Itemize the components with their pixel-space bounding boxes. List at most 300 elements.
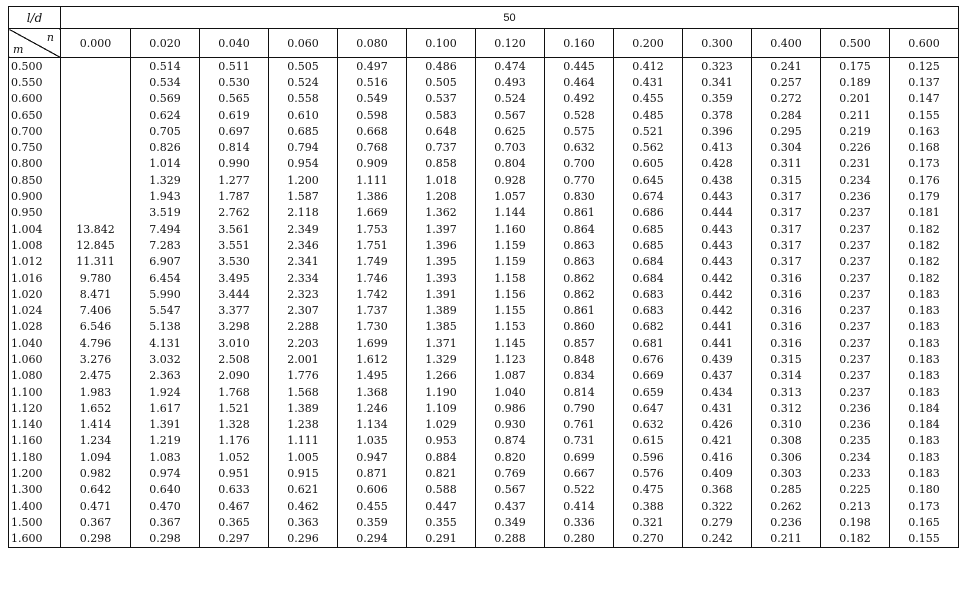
table-cell: 0.768	[338, 139, 407, 155]
table-cell: 0.443	[683, 188, 752, 204]
table-cell: 0.684	[614, 254, 683, 270]
table-cell: 0.915	[269, 465, 338, 481]
table-cell: 1.652	[61, 400, 131, 416]
ld-value-50: 50	[61, 7, 959, 29]
table-cell: 0.237	[821, 302, 890, 318]
table-row	[9, 286, 959, 302]
table-cell: 0.310	[752, 417, 821, 433]
row-m-value: 1.020	[9, 286, 61, 302]
table-cell: 0.297	[200, 531, 269, 548]
table-cell: 0.861	[545, 302, 614, 318]
table-cell: 1.924	[131, 384, 200, 400]
table-cell: 0.565	[200, 91, 269, 107]
table-cell: 0.304	[752, 139, 821, 155]
table-cell: 4.131	[131, 335, 200, 351]
table-cell: 0.974	[131, 465, 200, 481]
table-cell: 1.328	[200, 417, 269, 433]
table-cell: 1.029	[407, 417, 476, 433]
table-cell: 0.909	[338, 156, 407, 172]
table-cell: 12.845	[61, 237, 131, 253]
table-cell	[61, 188, 131, 204]
table-cell: 0.567	[476, 482, 545, 498]
table-cell: 0.322	[683, 498, 752, 514]
table-cell: 0.439	[683, 351, 752, 367]
table-cell: 0.954	[269, 156, 338, 172]
table-cell: 0.168	[890, 139, 959, 155]
table-cell: 0.176	[890, 172, 959, 188]
table-cell: 0.982	[61, 465, 131, 481]
table-cell: 1.395	[407, 254, 476, 270]
table-cell: 0.183	[890, 351, 959, 367]
table-cell: 3.495	[200, 270, 269, 286]
table-cell: 1.111	[269, 433, 338, 449]
row-m-value: 1.024	[9, 302, 61, 318]
table-row	[9, 91, 959, 107]
table-cell: 1.414	[61, 417, 131, 433]
table-cell: 0.225	[821, 482, 890, 498]
table-cell: 1.057	[476, 188, 545, 204]
table-cell: 0.236	[752, 514, 821, 530]
row-m-value: 1.160	[9, 433, 61, 449]
row-m-value: 1.004	[9, 221, 61, 237]
table-cell: 2.349	[269, 221, 338, 237]
table-cell: 0.181	[890, 205, 959, 221]
table-cell: 0.676	[614, 351, 683, 367]
table-cell: 0.315	[752, 172, 821, 188]
table-cell: 0.183	[890, 335, 959, 351]
table-cell: 0.820	[476, 449, 545, 465]
table-cell: 0.685	[614, 237, 683, 253]
table-cell: 1.014	[131, 156, 200, 172]
table-cell: 0.431	[683, 400, 752, 416]
table-cell: 0.165	[890, 514, 959, 530]
table-cell: 0.441	[683, 335, 752, 351]
table-cell: 2.363	[131, 368, 200, 384]
table-cell: 0.314	[752, 368, 821, 384]
coefficient-table-wrapper	[8, 6, 958, 548]
table-row	[9, 254, 959, 270]
table-cell: 1.266	[407, 368, 476, 384]
table-cell: 0.642	[61, 482, 131, 498]
row-m-value: 1.028	[9, 319, 61, 335]
table-cell: 0.681	[614, 335, 683, 351]
row-m-value: 1.140	[9, 417, 61, 433]
table-cell: 0.182	[890, 270, 959, 286]
table-cell: 0.183	[890, 384, 959, 400]
table-cell: 0.596	[614, 449, 683, 465]
table-cell: 0.821	[407, 465, 476, 481]
table-cell: 1.768	[200, 384, 269, 400]
table-cell: 0.262	[752, 498, 821, 514]
table-cell: 0.443	[683, 254, 752, 270]
table-cell: 1.094	[61, 449, 131, 465]
table-cell: 0.284	[752, 107, 821, 123]
table-cell: 0.505	[407, 74, 476, 90]
table-cell: 1.742	[338, 286, 407, 302]
row-m-value: 1.080	[9, 368, 61, 384]
table-cell: 0.288	[476, 531, 545, 548]
table-cell: 0.242	[683, 531, 752, 548]
table-cell: 0.685	[269, 123, 338, 139]
table-cell: 0.182	[890, 254, 959, 270]
table-cell: 1.052	[200, 449, 269, 465]
table-cell: 0.474	[476, 58, 545, 75]
table-row	[9, 270, 959, 286]
table-cell: 0.668	[338, 123, 407, 139]
table-cell: 0.409	[683, 465, 752, 481]
table-cell: 0.323	[683, 58, 752, 75]
table-cell: 1.109	[407, 400, 476, 416]
table-cell: 1.018	[407, 172, 476, 188]
table-cell: 0.492	[545, 91, 614, 107]
header-row-ld	[9, 7, 959, 29]
table-cell	[61, 91, 131, 107]
table-cell: 0.359	[683, 91, 752, 107]
table-cell: 1.153	[476, 319, 545, 335]
table-cell: 0.990	[200, 156, 269, 172]
table-cell: 0.237	[821, 319, 890, 335]
table-cell: 0.412	[614, 58, 683, 75]
table-cell: 0.648	[407, 123, 476, 139]
table-cell: 0.588	[407, 482, 476, 498]
row-m-value: 1.008	[9, 237, 61, 253]
table-cell: 0.428	[683, 156, 752, 172]
table-cell: 3.561	[200, 221, 269, 237]
table-cell: 0.173	[890, 498, 959, 514]
table-cell: 0.514	[131, 58, 200, 75]
table-body	[9, 58, 959, 548]
table-cell: 0.313	[752, 384, 821, 400]
table-cell: 2.323	[269, 286, 338, 302]
table-cell: 0.858	[407, 156, 476, 172]
row-m-value: 1.600	[9, 531, 61, 548]
table-cell: 0.667	[545, 465, 614, 481]
table-cell: 0.769	[476, 465, 545, 481]
table-row	[9, 302, 959, 318]
table-cell: 0.317	[752, 237, 821, 253]
table-cell: 0.359	[338, 514, 407, 530]
table-cell: 0.349	[476, 514, 545, 530]
table-cell: 13.842	[61, 221, 131, 237]
table-cell: 1.160	[476, 221, 545, 237]
row-m-value: 1.040	[9, 335, 61, 351]
table-cell: 0.583	[407, 107, 476, 123]
table-cell: 0.316	[752, 302, 821, 318]
table-cell: 0.953	[407, 433, 476, 449]
table-cell: 0.834	[545, 368, 614, 384]
table-cell: 0.705	[131, 123, 200, 139]
table-cell: 0.874	[476, 433, 545, 449]
table-cell: 0.184	[890, 400, 959, 416]
table-cell: 0.365	[200, 514, 269, 530]
table-cell: 0.231	[821, 156, 890, 172]
table-cell: 1.134	[338, 417, 407, 433]
table-cell: 1.176	[200, 433, 269, 449]
table-cell: 0.183	[890, 433, 959, 449]
table-cell: 7.494	[131, 221, 200, 237]
n-axis-label: n	[46, 31, 54, 44]
table-cell: 0.183	[890, 368, 959, 384]
table-cell: 0.605	[614, 156, 683, 172]
table-cell: 0.619	[200, 107, 269, 123]
table-cell: 0.317	[752, 221, 821, 237]
table-cell: 0.685	[614, 221, 683, 237]
table-row	[9, 384, 959, 400]
table-row	[9, 172, 959, 188]
table-row	[9, 417, 959, 433]
table-cell: 0.179	[890, 188, 959, 204]
row-m-value: 0.550	[9, 74, 61, 90]
table-cell: 0.475	[614, 482, 683, 498]
table-cell: 0.241	[752, 58, 821, 75]
table-cell: 0.291	[407, 531, 476, 548]
table-row	[9, 514, 959, 530]
table-cell: 0.826	[131, 139, 200, 155]
row-m-value: 0.850	[9, 172, 61, 188]
table-cell: 0.863	[545, 254, 614, 270]
table-cell: 1.144	[476, 205, 545, 221]
table-cell: 0.137	[890, 74, 959, 90]
table-cell: 0.516	[338, 74, 407, 90]
table-cell: 0.804	[476, 156, 545, 172]
column-header-n: 0.100	[407, 29, 476, 58]
table-cell: 0.233	[821, 465, 890, 481]
table-cell: 0.860	[545, 319, 614, 335]
table-row	[9, 465, 959, 481]
table-cell: 0.470	[131, 498, 200, 514]
table-cell: 1.234	[61, 433, 131, 449]
table-cell: 1.386	[338, 188, 407, 204]
table-cell: 1.397	[407, 221, 476, 237]
table-cell: 1.385	[407, 319, 476, 335]
row-m-value: 1.012	[9, 254, 61, 270]
table-cell: 0.298	[61, 531, 131, 548]
column-header-n: 0.060	[269, 29, 338, 58]
table-cell	[61, 123, 131, 139]
table-cell: 7.406	[61, 302, 131, 318]
table-cell: 0.298	[131, 531, 200, 548]
table-cell: 0.303	[752, 465, 821, 481]
table-cell: 0.396	[683, 123, 752, 139]
table-row	[9, 107, 959, 123]
table-cell: 0.497	[338, 58, 407, 75]
table-cell: 2.475	[61, 368, 131, 384]
table-cell: 1.495	[338, 368, 407, 384]
table-cell: 0.442	[683, 302, 752, 318]
table-cell: 0.296	[269, 531, 338, 548]
table-cell: 0.645	[614, 172, 683, 188]
table-cell: 1.155	[476, 302, 545, 318]
table-cell: 0.198	[821, 514, 890, 530]
table-cell: 0.575	[545, 123, 614, 139]
table-cell: 1.612	[338, 351, 407, 367]
table-cell: 0.234	[821, 449, 890, 465]
table-cell: 3.551	[200, 237, 269, 253]
table-cell: 0.814	[200, 139, 269, 155]
table-cell: 0.684	[614, 270, 683, 286]
table-cell: 0.316	[752, 270, 821, 286]
table-cell: 0.625	[476, 123, 545, 139]
table-cell: 0.285	[752, 482, 821, 498]
table-cell: 1.521	[200, 400, 269, 416]
table-cell: 1.159	[476, 237, 545, 253]
table-cell: 1.190	[407, 384, 476, 400]
table-cell: 0.848	[545, 351, 614, 367]
column-header-n: 0.500	[821, 29, 890, 58]
table-cell: 0.184	[890, 417, 959, 433]
table-cell: 9.780	[61, 270, 131, 286]
table-cell: 0.441	[683, 319, 752, 335]
table-cell: 0.610	[269, 107, 338, 123]
table-cell: 0.558	[269, 91, 338, 107]
table-cell: 11.311	[61, 254, 131, 270]
header-row-n	[9, 29, 959, 58]
table-cell: 0.272	[752, 91, 821, 107]
row-m-value: 1.100	[9, 384, 61, 400]
table-cell: 0.884	[407, 449, 476, 465]
column-header-n: 0.160	[545, 29, 614, 58]
table-cell: 3.530	[200, 254, 269, 270]
row-m-value: 1.400	[9, 498, 61, 514]
table-cell: 0.624	[131, 107, 200, 123]
table-cell: 1.362	[407, 205, 476, 221]
table-cell: 0.700	[545, 156, 614, 172]
table-cell: 5.547	[131, 302, 200, 318]
table-cell: 1.787	[200, 188, 269, 204]
column-header-n: 0.020	[131, 29, 200, 58]
table-cell: 0.237	[821, 254, 890, 270]
table-cell: 0.986	[476, 400, 545, 416]
table-cell: 0.951	[200, 465, 269, 481]
table-cell: 0.182	[821, 531, 890, 548]
column-header-n: 0.000	[61, 29, 131, 58]
table-cell: 0.226	[821, 139, 890, 155]
table-cell	[61, 58, 131, 75]
table-cell: 0.947	[338, 449, 407, 465]
table-cell: 0.414	[545, 498, 614, 514]
table-cell: 1.238	[269, 417, 338, 433]
table-cell: 0.257	[752, 74, 821, 90]
table-row	[9, 449, 959, 465]
table-cell: 0.683	[614, 286, 683, 302]
table-cell: 0.237	[821, 351, 890, 367]
table-cell: 1.329	[131, 172, 200, 188]
table-cell: 0.455	[338, 498, 407, 514]
table-cell: 6.546	[61, 319, 131, 335]
table-cell: 3.010	[200, 335, 269, 351]
table-cell: 0.317	[752, 254, 821, 270]
table-cell: 0.862	[545, 270, 614, 286]
table-cell: 0.378	[683, 107, 752, 123]
table-cell: 0.173	[890, 156, 959, 172]
ld-label: l/d	[9, 7, 61, 29]
table-cell: 2.001	[269, 351, 338, 367]
row-m-value: 1.120	[9, 400, 61, 416]
table-row	[9, 351, 959, 367]
m-axis-label: m	[13, 43, 24, 56]
table-cell: 0.270	[614, 531, 683, 548]
table-cell: 0.640	[131, 482, 200, 498]
table-cell: 0.830	[545, 188, 614, 204]
table-cell: 0.431	[614, 74, 683, 90]
table-cell: 3.444	[200, 286, 269, 302]
table-row	[9, 205, 959, 221]
table-cell: 1.943	[131, 188, 200, 204]
table-cell: 0.534	[131, 74, 200, 90]
table-cell: 4.796	[61, 335, 131, 351]
table-cell: 2.334	[269, 270, 338, 286]
table-cell: 3.298	[200, 319, 269, 335]
table-cell: 0.485	[614, 107, 683, 123]
table-cell: 3.032	[131, 351, 200, 367]
table-cell: 1.329	[407, 351, 476, 367]
table-cell: 0.493	[476, 74, 545, 90]
table-cell: 1.111	[338, 172, 407, 188]
table-cell: 0.437	[683, 368, 752, 384]
table-cell: 0.928	[476, 172, 545, 188]
row-m-value: 0.650	[9, 107, 61, 123]
table-cell: 0.632	[545, 139, 614, 155]
table-cell: 0.871	[338, 465, 407, 481]
row-m-value: 1.500	[9, 514, 61, 530]
table-cell: 0.367	[131, 514, 200, 530]
table-cell: 0.237	[821, 237, 890, 253]
table-cell: 1.746	[338, 270, 407, 286]
table-cell: 0.147	[890, 91, 959, 107]
table-cell: 0.790	[545, 400, 614, 416]
table-cell: 0.522	[545, 482, 614, 498]
row-m-value: 0.800	[9, 156, 61, 172]
table-cell: 0.294	[338, 531, 407, 548]
table-cell: 0.201	[821, 91, 890, 107]
table-cell: 0.567	[476, 107, 545, 123]
table-row	[9, 335, 959, 351]
table-cell: 0.669	[614, 368, 683, 384]
table-cell: 0.697	[200, 123, 269, 139]
table-cell: 2.288	[269, 319, 338, 335]
column-header-n: 0.200	[614, 29, 683, 58]
table-cell: 0.537	[407, 91, 476, 107]
table-cell: 0.447	[407, 498, 476, 514]
table-row	[9, 433, 959, 449]
table-cell: 1.751	[338, 237, 407, 253]
coefficient-table	[8, 6, 959, 548]
table-cell: 0.416	[683, 449, 752, 465]
table-cell: 0.686	[614, 205, 683, 221]
table-cell: 1.730	[338, 319, 407, 335]
table-cell: 0.316	[752, 286, 821, 302]
table-cell: 0.549	[338, 91, 407, 107]
table-cell: 0.368	[683, 482, 752, 498]
table-cell: 0.864	[545, 221, 614, 237]
table-cell: 1.587	[269, 188, 338, 204]
table-cell: 0.175	[821, 58, 890, 75]
table-row	[9, 58, 959, 75]
table-cell: 0.569	[131, 91, 200, 107]
table-cell: 0.312	[752, 400, 821, 416]
table-cell: 0.295	[752, 123, 821, 139]
table-cell: 2.307	[269, 302, 338, 318]
table-cell: 1.368	[338, 384, 407, 400]
table-cell: 0.180	[890, 482, 959, 498]
table-cell: 2.118	[269, 205, 338, 221]
table-cell: 0.211	[752, 531, 821, 548]
table-row	[9, 368, 959, 384]
table-cell	[61, 156, 131, 172]
table-row	[9, 400, 959, 416]
table-cell: 0.862	[545, 286, 614, 302]
table-cell: 0.163	[890, 123, 959, 139]
